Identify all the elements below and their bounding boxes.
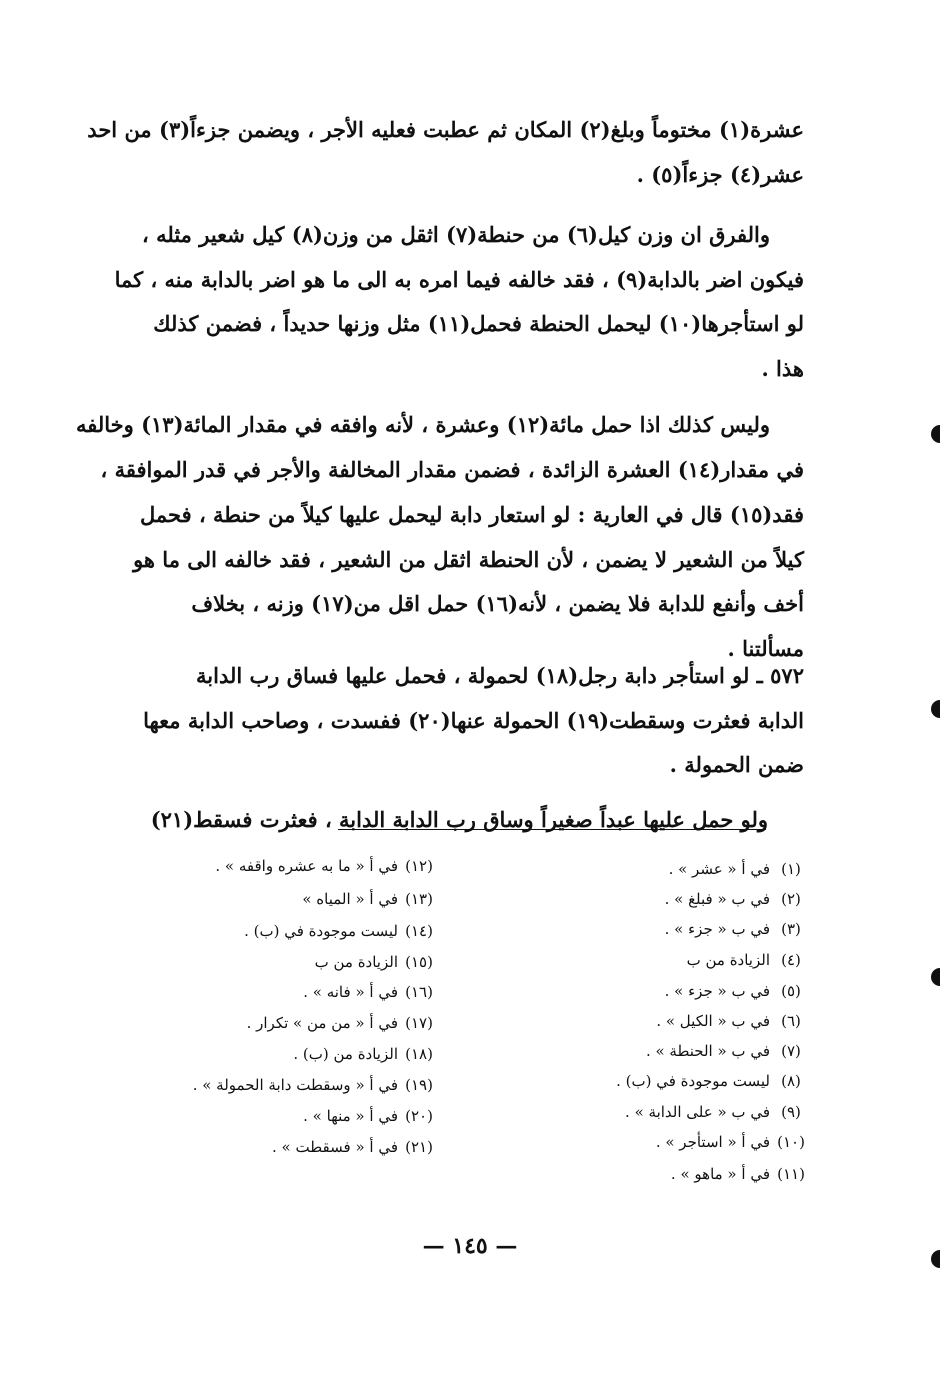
footnote-number: (١٠) xyxy=(777,1133,805,1151)
paragraph-5-line-1: ولو حمل عليها عبداً صغيراً وساق رب الدابة الدابة ، فعثرت فسقط(٢١) xyxy=(150,807,768,832)
paragraph-3-line-2: في مقدار(١٤) العشرة الزائدة ، فضمن مقدار المخالفة والأجر في قدر الموافقة ، xyxy=(100,457,804,482)
footnote-number: (١٩) xyxy=(405,1076,433,1094)
footnote-number: (١٥) xyxy=(405,953,433,971)
scan-edge-mark xyxy=(931,968,940,986)
footnote-text: في أ « استأجر » . xyxy=(655,1133,770,1151)
scan-edge-mark xyxy=(931,1250,940,1268)
footnote-right-5 xyxy=(460,977,812,1006)
footnote-text: في أ « عشر » . xyxy=(668,860,770,878)
footnote-number: (٦) xyxy=(781,1012,801,1030)
footnote-text: في ب « على الدابة » . xyxy=(625,1103,770,1121)
footnote-number: (١٧) xyxy=(405,1014,433,1032)
footnote-number: (١) xyxy=(781,860,801,878)
footnote-right-6 xyxy=(460,1007,812,1036)
footnote-number: (١٢) xyxy=(405,857,433,875)
paragraph-3-line-4: كيلاً من الشعير لا يضمن ، لأن الحنطة اثقل من الشعير ، فقد خالفه الى ما هو xyxy=(133,547,804,572)
paragraph-4-line-2: الدابة فعثرت وسقطت(١٩) الحمولة عنها(٢٠) ففسدت ، وصاحب الدابة معها xyxy=(143,708,804,733)
footnote-number: (١١) xyxy=(777,1165,805,1183)
footnote-right-3 xyxy=(460,915,812,944)
footnote-number: (٢١) xyxy=(405,1138,433,1156)
paragraph-3-line-1: وليس كذلك اذا حمل مائة(١٢) وعشرة ، لأنه وافقه في مقدار المائة(١٣) وخالفه xyxy=(75,412,770,437)
footnote-right-2 xyxy=(460,885,812,914)
paragraph-3-line-3: فقد(١٥) قال في العارية : لو استعار دابة ليحمل عليها كيلاً من حنطة ، فحمل xyxy=(140,502,804,527)
footnote-text: في أ « فانه » . xyxy=(303,983,398,1001)
footnote-left-16 xyxy=(130,978,440,1007)
paragraph-3-line-5: أخف وأنفع للدابة فلا يضمن ، لأنه(١٦) حمل اقل من(١٧) وزنه ، بخلاف xyxy=(191,591,804,616)
footnote-left-13 xyxy=(130,885,440,914)
footnote-number: (١٨) xyxy=(405,1045,433,1063)
footnote-text: في أ « منها » . xyxy=(303,1107,398,1125)
paragraph-2-line-1: والفرق ان وزن كيل(٦) من حنطة(٧) اثقل من وزن(٨) كيل شعير مثله ، xyxy=(142,222,770,247)
footnote-text: في ب « جزء » . xyxy=(664,920,770,938)
page-number: — ١٤٥ — xyxy=(422,1233,518,1259)
footnote-number: (٢٠) xyxy=(405,1107,433,1125)
footnote-left-18 xyxy=(130,1040,440,1069)
footnote-number: (٩) xyxy=(781,1103,801,1121)
footnote-number: (٥) xyxy=(781,982,801,1000)
paragraph-4-line-3: ضمن الحمولة . xyxy=(669,752,804,777)
footnote-text: ليست موجودة في (ب) . xyxy=(616,1072,770,1090)
paragraph-2-line-3: لو استأجرها(١٠) ليحمل الحنطة فحمل(١١) مثل وزنها حديداً ، فضمن كذلك xyxy=(153,311,804,336)
footnote-left-14 xyxy=(130,917,440,946)
footnote-text: ليست موجودة في (ب) . xyxy=(244,922,398,940)
footnote-right-7 xyxy=(460,1037,812,1066)
paragraph-1-line-2: عشر(٤) جزءاً(٥) . xyxy=(636,162,804,187)
footnote-text: الزيادة من ب xyxy=(686,951,770,969)
footnote-number: (٤) xyxy=(781,951,801,969)
footnote-number: (٣) xyxy=(781,920,801,938)
footnote-text: في ب « فبلغ » . xyxy=(664,890,770,908)
footnote-right-8 xyxy=(460,1067,812,1096)
footnote-left-17 xyxy=(130,1009,440,1038)
footnote-number: (٨) xyxy=(781,1072,801,1090)
footnote-number: (٧) xyxy=(781,1042,801,1060)
footnote-text: في أ « فسقطت » . xyxy=(272,1138,398,1156)
footnote-left-20 xyxy=(130,1102,440,1131)
footnote-text: الزيادة من (ب) . xyxy=(293,1045,398,1063)
footnote-right-1 xyxy=(460,855,812,884)
footnote-text: في أ « من من » تكرار . xyxy=(246,1014,398,1032)
footnote-number: (١٤) xyxy=(405,922,433,940)
footnote-text: في أ « ما به عشره واقفه » . xyxy=(215,857,398,875)
footnote-text: الزيادة من ب xyxy=(314,953,398,971)
footnote-text: في ب « الكيل » . xyxy=(656,1012,770,1030)
footnote-right-9 xyxy=(460,1098,812,1127)
paragraph-2-line-2: فيكون اضر بالدابة(٩) ، فقد خالفه فيما امره به الى ما هو اضر بالدابة منه ، كما xyxy=(114,267,804,292)
footnote-left-21 xyxy=(130,1133,440,1162)
footnote-number: (١٦) xyxy=(405,983,433,1001)
footnote-text: في أ « ماهو » . xyxy=(670,1165,770,1183)
footnote-number: (٢) xyxy=(781,890,801,908)
footnote-right-10 xyxy=(460,1128,812,1157)
footnote-right-4 xyxy=(460,946,812,975)
scan-edge-mark xyxy=(931,425,940,443)
paragraph-3-line-6: مسألتنا . xyxy=(727,636,804,661)
footnote-text: في ب « الحنطة » . xyxy=(645,1042,770,1060)
paragraph-4-line-1: ٥٧٢ ـ لو استأجر دابة رجل(١٨) لحمولة ، فحمل عليها فساق رب الدابة xyxy=(196,663,804,688)
footnote-number: (١٣) xyxy=(405,890,433,908)
paragraph-1-line-1: عشرة(١) مختوماً وبلغ(٢) المكان ثم عطبت فعليه الأجر ، ويضمن جزءاً(٣) من احد xyxy=(87,117,804,142)
footnote-right-11 xyxy=(460,1160,812,1189)
footnote-left-12 xyxy=(130,852,440,881)
footnote-text: في ب « جزء » . xyxy=(664,982,770,1000)
scan-edge-mark xyxy=(931,700,940,718)
footnote-text: في أ « وسقطت دابة الحمولة » . xyxy=(192,1076,398,1094)
footnote-text: في أ « المياه » xyxy=(302,890,398,908)
footnote-left-15 xyxy=(130,948,440,977)
footnote-separator xyxy=(338,829,766,830)
paragraph-2-line-4: هذا . xyxy=(761,356,804,381)
footnote-left-19 xyxy=(130,1071,440,1100)
